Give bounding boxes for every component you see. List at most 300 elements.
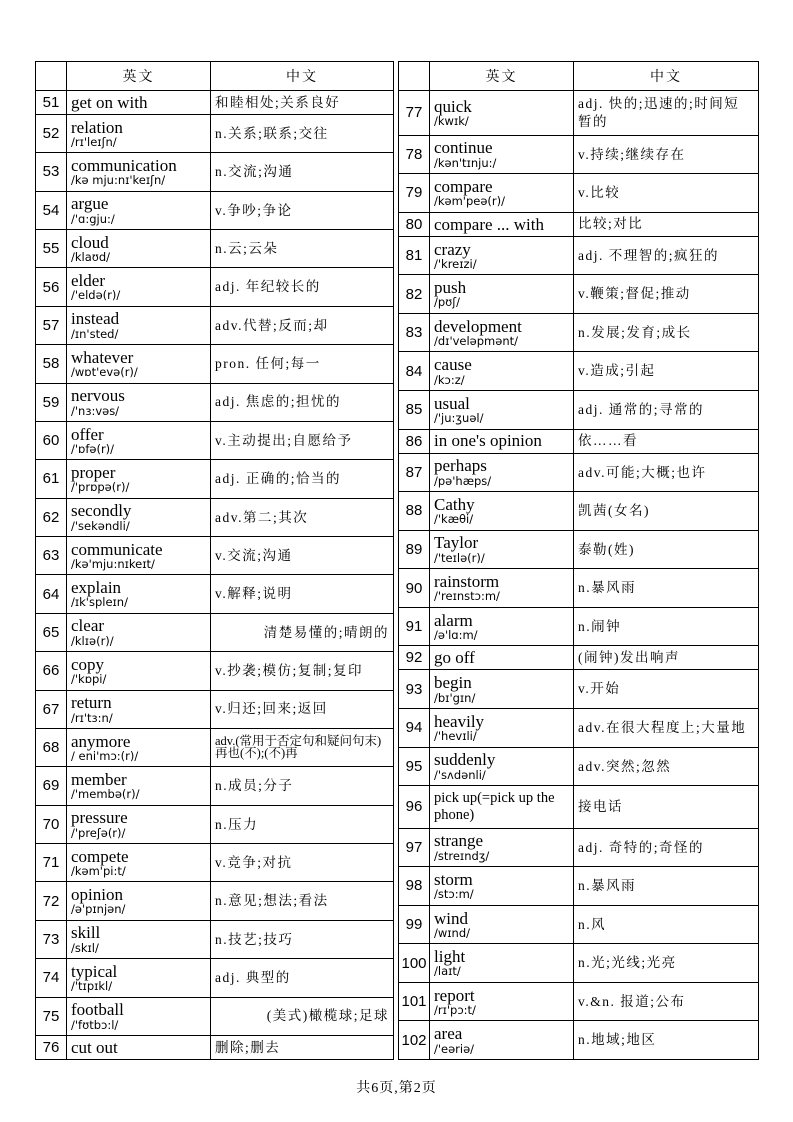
english-word: football bbox=[71, 1000, 124, 1020]
vocab-row bbox=[399, 708, 759, 747]
english-word: pressure bbox=[71, 808, 128, 828]
english-cell bbox=[430, 453, 574, 492]
english-word: go off bbox=[434, 648, 475, 668]
row-number: 98 bbox=[399, 867, 430, 906]
phonetic-transcription: /'ɑ:gju:/ bbox=[71, 211, 115, 226]
english-word: communicate bbox=[71, 539, 163, 559]
chinese-meaning: n.意见;想法;看法 bbox=[211, 882, 394, 920]
english-word: proper bbox=[71, 462, 116, 482]
phonetic-transcription: /kən'tɪnju:/ bbox=[434, 155, 497, 170]
header-row bbox=[36, 62, 394, 91]
phonetic-transcription: /ə'lɑ:m/ bbox=[434, 627, 478, 642]
english-word: report bbox=[434, 985, 475, 1005]
english-cell bbox=[67, 882, 211, 920]
vocab-row bbox=[36, 575, 394, 613]
english-cell bbox=[430, 828, 574, 867]
row-number: 56 bbox=[36, 268, 67, 306]
row-number: 91 bbox=[399, 607, 430, 646]
english-cell bbox=[67, 268, 211, 306]
phonetic-transcription: /kəm'pi:t/ bbox=[71, 864, 126, 879]
vocab-row bbox=[36, 537, 394, 575]
row-number: 92 bbox=[399, 646, 430, 670]
english-cell bbox=[430, 607, 574, 646]
english-cell bbox=[67, 690, 211, 728]
row-number: 86 bbox=[399, 429, 430, 453]
english-word: clear bbox=[71, 616, 105, 636]
english-word: typical bbox=[71, 961, 118, 981]
row-number: 73 bbox=[36, 920, 67, 958]
english-cell bbox=[430, 275, 574, 314]
row-number: 93 bbox=[399, 670, 430, 709]
english-cell bbox=[67, 1035, 211, 1059]
english-cell bbox=[430, 352, 574, 391]
english-word: secondly bbox=[71, 501, 132, 521]
english-cell bbox=[430, 867, 574, 906]
vocab-row bbox=[36, 91, 394, 115]
chinese-meaning: adj. 奇特的;奇怪的 bbox=[574, 828, 759, 867]
phonetic-transcription: /klaʊd/ bbox=[71, 250, 111, 265]
english-word: compete bbox=[71, 846, 129, 866]
english-word: member bbox=[71, 769, 127, 789]
vocab-row bbox=[399, 530, 759, 569]
english-cell bbox=[430, 429, 574, 453]
english-word: continue bbox=[434, 138, 493, 158]
row-number: 102 bbox=[399, 1021, 430, 1060]
phonetic-transcription: /bɪ'gɪn/ bbox=[434, 690, 476, 705]
phonetic-transcription: /rɪ'tɜ:n/ bbox=[71, 710, 113, 725]
vocab-row bbox=[36, 230, 394, 268]
vocab-table-left bbox=[35, 61, 394, 1060]
chinese-meaning: adj. 不理智的;疯狂的 bbox=[574, 236, 759, 275]
phonetic-transcription: /'prɒpə(r)/ bbox=[71, 480, 130, 495]
english-cell bbox=[430, 944, 574, 983]
english-word: light bbox=[434, 947, 466, 967]
english-cell bbox=[67, 306, 211, 344]
chinese-meaning: adj. 正确的;恰当的 bbox=[211, 460, 394, 498]
phonetic-transcription: /'membə(r)/ bbox=[71, 787, 140, 802]
row-number: 71 bbox=[36, 844, 67, 882]
english-word: begin bbox=[434, 673, 472, 693]
row-number: 57 bbox=[36, 306, 67, 344]
vocab-row bbox=[36, 613, 394, 651]
chinese-meaning: n.交流;沟通 bbox=[211, 153, 394, 191]
english-cell bbox=[430, 569, 574, 608]
english-word: compare ... with bbox=[434, 214, 544, 234]
row-number: 81 bbox=[399, 236, 430, 275]
english-cell bbox=[430, 747, 574, 786]
row-number: 60 bbox=[36, 421, 67, 459]
phonetic-transcription: /'kreɪzi/ bbox=[434, 256, 477, 271]
row-number: 74 bbox=[36, 959, 67, 997]
chinese-column-header: 中文 bbox=[574, 62, 759, 91]
row-number: 76 bbox=[36, 1035, 67, 1059]
chinese-meaning: 泰勒(姓) bbox=[574, 530, 759, 569]
row-number: 64 bbox=[36, 575, 67, 613]
vocab-row bbox=[399, 905, 759, 944]
vocab-row bbox=[36, 306, 394, 344]
chinese-meaning: (美式)橄榄球;足球 bbox=[211, 997, 394, 1035]
row-number: 59 bbox=[36, 383, 67, 421]
row-number: 75 bbox=[36, 997, 67, 1035]
english-word: perhaps bbox=[434, 456, 487, 476]
chinese-meaning: n.光;光线;光亮 bbox=[574, 944, 759, 983]
english-column-header: 英文 bbox=[67, 62, 211, 91]
english-cell bbox=[67, 652, 211, 690]
row-number: 78 bbox=[399, 135, 430, 174]
chinese-meaning: n.暴风雨 bbox=[574, 569, 759, 608]
page-number-footer: 共6页,第2页 bbox=[356, 1081, 437, 1096]
vocab-row bbox=[36, 114, 394, 152]
row-number: 94 bbox=[399, 708, 430, 747]
chinese-meaning: 凯茜(女名) bbox=[574, 492, 759, 531]
english-word: anymore bbox=[71, 731, 131, 751]
phonetic-transcription: /pʊʃ/ bbox=[434, 295, 461, 310]
english-word: argue bbox=[71, 194, 109, 214]
vocab-row bbox=[399, 569, 759, 608]
vocab-row bbox=[399, 828, 759, 867]
phonetic-transcription: /stɔ:m/ bbox=[434, 887, 474, 902]
chinese-meaning: v.归还;回来;返回 bbox=[211, 690, 394, 728]
english-cell bbox=[67, 498, 211, 536]
row-number: 53 bbox=[36, 153, 67, 191]
row-number: 100 bbox=[399, 944, 430, 983]
vocab-row bbox=[36, 690, 394, 728]
vocab-row bbox=[36, 345, 394, 383]
vocab-row bbox=[36, 421, 394, 459]
english-word: cloud bbox=[71, 232, 109, 252]
chinese-meaning: 删除;删去 bbox=[211, 1035, 394, 1059]
vocab-tables bbox=[35, 61, 759, 1060]
chinese-meaning: n.云;云朵 bbox=[211, 230, 394, 268]
english-word: wind bbox=[434, 908, 468, 928]
english-cell bbox=[67, 460, 211, 498]
row-number: 70 bbox=[36, 805, 67, 843]
vocab-row bbox=[36, 460, 394, 498]
vocab-row bbox=[399, 453, 759, 492]
english-word: cause bbox=[434, 355, 472, 375]
vocab-row bbox=[36, 268, 394, 306]
chinese-meaning: pron. 任何;每一 bbox=[211, 345, 394, 383]
phonetic-transcription: /'preʃə(r)/ bbox=[71, 825, 126, 840]
phonetic-transcription: /skɪl/ bbox=[71, 940, 99, 955]
phonetic-transcription: /'eəriə/ bbox=[434, 1041, 475, 1056]
english-column-header: 英文 bbox=[430, 62, 574, 91]
english-cell bbox=[430, 390, 574, 429]
row-number: 58 bbox=[36, 345, 67, 383]
english-cell bbox=[430, 646, 574, 670]
english-cell bbox=[67, 421, 211, 459]
english-cell bbox=[430, 786, 574, 829]
chinese-meaning: n.暴风雨 bbox=[574, 867, 759, 906]
header-row bbox=[399, 62, 759, 91]
chinese-meaning: v.争吵;争论 bbox=[211, 191, 394, 229]
phonetic-transcription: /kɔ:z/ bbox=[434, 372, 465, 387]
english-cell bbox=[67, 191, 211, 229]
phonetic-transcription: /'kɒpi/ bbox=[71, 672, 107, 687]
english-cell bbox=[67, 997, 211, 1035]
english-word: copy bbox=[71, 654, 105, 674]
english-word: get on with bbox=[71, 92, 148, 112]
row-number: 51 bbox=[36, 91, 67, 115]
row-number: 67 bbox=[36, 690, 67, 728]
row-number: 77 bbox=[399, 91, 430, 136]
chinese-meaning: 接电话 bbox=[574, 786, 759, 829]
english-word: explain bbox=[71, 578, 122, 598]
english-word: return bbox=[71, 693, 112, 713]
phonetic-transcription: /kwɪk/ bbox=[434, 114, 469, 129]
chinese-meaning: 清楚易懂的;晴朗的 bbox=[211, 613, 394, 651]
vocab-row bbox=[36, 498, 394, 536]
row-number: 80 bbox=[399, 212, 430, 236]
english-word: elder bbox=[71, 271, 105, 291]
english-cell bbox=[430, 530, 574, 569]
vocab-row bbox=[399, 747, 759, 786]
vocab-row bbox=[36, 767, 394, 805]
english-word: communication bbox=[71, 155, 177, 175]
vocab-row bbox=[36, 652, 394, 690]
chinese-meaning: v.比较 bbox=[574, 174, 759, 213]
chinese-meaning: n.发展;发育;成长 bbox=[574, 313, 759, 352]
row-number: 65 bbox=[36, 613, 67, 651]
chinese-meaning: v.造成;引起 bbox=[574, 352, 759, 391]
vocab-row bbox=[399, 429, 759, 453]
row-number: 101 bbox=[399, 982, 430, 1021]
chinese-meaning: (闹钟)发出响声 bbox=[574, 646, 759, 670]
english-cell bbox=[430, 313, 574, 352]
english-word: quick bbox=[434, 96, 472, 116]
row-number: 84 bbox=[399, 352, 430, 391]
phonetic-transcription: /'fʊtbɔ:l/ bbox=[71, 1017, 119, 1032]
english-word: heavily bbox=[434, 711, 485, 731]
phonetic-transcription: /rɪ'leɪʃn/ bbox=[71, 134, 117, 149]
english-cell bbox=[430, 174, 574, 213]
phonetic-transcription: /'teɪlə(r)/ bbox=[434, 550, 485, 565]
vocab-row bbox=[399, 135, 759, 174]
chinese-meaning: adv.(常用于否定句和疑问句末)再也(不);(不)再 bbox=[211, 728, 394, 766]
vocab-row bbox=[399, 1021, 759, 1060]
english-cell bbox=[67, 844, 211, 882]
row-number: 89 bbox=[399, 530, 430, 569]
english-word: pick up(=pick up the phone) bbox=[434, 790, 555, 823]
phonetic-transcription: /'ɒfə(r)/ bbox=[71, 441, 115, 456]
row-number: 63 bbox=[36, 537, 67, 575]
chinese-meaning: adj. 典型的 bbox=[211, 959, 394, 997]
english-word: rainstorm bbox=[434, 572, 500, 592]
phonetic-transcription: /'sekəndli/ bbox=[71, 518, 130, 533]
english-word: nervous bbox=[71, 386, 125, 406]
row-number: 52 bbox=[36, 114, 67, 152]
english-word: instead bbox=[71, 309, 120, 329]
row-number: 61 bbox=[36, 460, 67, 498]
vocab-row bbox=[36, 1035, 394, 1059]
english-cell bbox=[430, 212, 574, 236]
english-cell bbox=[67, 959, 211, 997]
chinese-meaning: 依……看 bbox=[574, 429, 759, 453]
english-word: suddenly bbox=[434, 750, 496, 770]
vocab-row bbox=[399, 492, 759, 531]
phonetic-transcription: /'eldə(r)/ bbox=[71, 288, 121, 303]
vocab-row bbox=[36, 728, 394, 766]
vocab-row bbox=[399, 352, 759, 391]
english-cell bbox=[430, 1021, 574, 1060]
english-word: cut out bbox=[71, 1037, 118, 1057]
english-cell bbox=[67, 728, 211, 766]
phonetic-transcription: /kə'mju:nɪkeɪt/ bbox=[71, 557, 155, 572]
vocab-row bbox=[36, 191, 394, 229]
row-number: 85 bbox=[399, 390, 430, 429]
row-number: 68 bbox=[36, 728, 67, 766]
row-number: 62 bbox=[36, 498, 67, 536]
phonetic-transcription: /wɒt'evə(r)/ bbox=[71, 365, 138, 380]
english-cell bbox=[67, 345, 211, 383]
chinese-meaning: n.闹钟 bbox=[574, 607, 759, 646]
chinese-column-header: 中文 bbox=[211, 62, 394, 91]
row-number: 88 bbox=[399, 492, 430, 531]
english-cell bbox=[67, 805, 211, 843]
vocab-row bbox=[399, 607, 759, 646]
phonetic-transcription: /'nɜ:vəs/ bbox=[71, 403, 120, 418]
chinese-meaning: n.成员;分子 bbox=[211, 767, 394, 805]
chinese-meaning: adj. 焦虑的;担忧的 bbox=[211, 383, 394, 421]
chinese-meaning: adj. 年纪较长的 bbox=[211, 268, 394, 306]
phonetic-transcription: / eni'mɔ:(r)/ bbox=[71, 748, 139, 763]
vocab-row bbox=[399, 390, 759, 429]
chinese-meaning: adv.代替;反而;却 bbox=[211, 306, 394, 344]
vocab-row bbox=[399, 313, 759, 352]
english-cell bbox=[430, 135, 574, 174]
phonetic-transcription: /'sʌdənli/ bbox=[434, 767, 486, 782]
phonetic-transcription: /'tɪpɪkl/ bbox=[71, 979, 113, 994]
phonetic-transcription: /klɪə(r)/ bbox=[71, 633, 114, 648]
chinese-meaning: v.鞭策;督促;推动 bbox=[574, 275, 759, 314]
vocab-row bbox=[36, 997, 394, 1035]
english-cell bbox=[430, 982, 574, 1021]
english-cell bbox=[430, 670, 574, 709]
phonetic-transcription: /wɪnd/ bbox=[434, 925, 471, 940]
english-word: development bbox=[434, 316, 522, 336]
row-number: 99 bbox=[399, 905, 430, 944]
chinese-meaning: n.风 bbox=[574, 905, 759, 944]
vocab-row bbox=[399, 212, 759, 236]
english-cell bbox=[430, 708, 574, 747]
chinese-meaning: n.地域;地区 bbox=[574, 1021, 759, 1060]
english-word: Cathy bbox=[434, 494, 475, 514]
english-cell bbox=[430, 492, 574, 531]
english-cell bbox=[67, 537, 211, 575]
phonetic-transcription: /kəm'peə(r)/ bbox=[434, 194, 505, 209]
chinese-meaning: adj. 快的;迅速的;时间短暂的 bbox=[574, 91, 759, 136]
vocab-row bbox=[399, 786, 759, 829]
english-cell bbox=[430, 905, 574, 944]
row-number: 69 bbox=[36, 767, 67, 805]
number-column-header bbox=[399, 62, 430, 91]
english-word: Taylor bbox=[434, 533, 479, 553]
phonetic-transcription: /dɪ'veləpmənt/ bbox=[434, 333, 519, 348]
phonetic-transcription: /ɪn'sted/ bbox=[71, 326, 119, 341]
phonetic-transcription: /'hevɪli/ bbox=[434, 729, 477, 744]
english-word: in one's opinion bbox=[434, 431, 542, 451]
row-number: 90 bbox=[399, 569, 430, 608]
vocab-row bbox=[36, 844, 394, 882]
vocab-row bbox=[399, 91, 759, 136]
english-cell bbox=[67, 920, 211, 958]
number-column-header bbox=[36, 62, 67, 91]
phonetic-transcription: /kə mju:nɪ'keɪʃn/ bbox=[71, 173, 166, 188]
chinese-meaning: v.抄袭;模仿;复制;复印 bbox=[211, 652, 394, 690]
english-word: usual bbox=[434, 393, 470, 413]
vocab-row bbox=[36, 805, 394, 843]
english-word: whatever bbox=[71, 347, 134, 367]
english-cell bbox=[430, 91, 574, 136]
vocab-row bbox=[36, 920, 394, 958]
row-number: 72 bbox=[36, 882, 67, 920]
row-number: 79 bbox=[399, 174, 430, 213]
chinese-meaning: v.开始 bbox=[574, 670, 759, 709]
vocab-row bbox=[36, 153, 394, 191]
row-number: 55 bbox=[36, 230, 67, 268]
phonetic-transcription: /rɪ'pɔ:t/ bbox=[434, 1002, 476, 1017]
phonetic-transcription: /'kæθi/ bbox=[434, 512, 474, 527]
chinese-meaning: adv.在很大程度上;大量地 bbox=[574, 708, 759, 747]
chinese-meaning: v.解释;说明 bbox=[211, 575, 394, 613]
english-cell bbox=[67, 153, 211, 191]
chinese-meaning: n.压力 bbox=[211, 805, 394, 843]
row-number: 82 bbox=[399, 275, 430, 314]
vocab-row bbox=[399, 670, 759, 709]
vocab-row bbox=[36, 383, 394, 421]
phonetic-transcription: /streɪndʒ/ bbox=[434, 848, 490, 863]
vocab-row bbox=[399, 646, 759, 670]
row-number: 97 bbox=[399, 828, 430, 867]
phonetic-transcription: /'ju:ʒuəl/ bbox=[434, 411, 484, 426]
chinese-meaning: n.关系;联系;交往 bbox=[211, 114, 394, 152]
vocab-row bbox=[399, 275, 759, 314]
vocab-row bbox=[399, 867, 759, 906]
vocab-table-right bbox=[398, 61, 759, 1060]
phonetic-transcription: /ə'pɪnjən/ bbox=[71, 902, 126, 917]
row-number: 83 bbox=[399, 313, 430, 352]
english-word: area bbox=[434, 1024, 463, 1044]
vocab-row bbox=[399, 982, 759, 1021]
phonetic-transcription: /laɪt/ bbox=[434, 964, 461, 979]
english-word: skill bbox=[71, 923, 101, 943]
chinese-meaning: v.交流;沟通 bbox=[211, 537, 394, 575]
english-cell bbox=[67, 767, 211, 805]
english-word: strange bbox=[434, 831, 484, 851]
english-cell bbox=[67, 91, 211, 115]
english-word: push bbox=[434, 278, 467, 298]
phonetic-transcription: /pə'hæps/ bbox=[434, 473, 492, 488]
chinese-meaning: adj. 通常的;寻常的 bbox=[574, 390, 759, 429]
english-cell bbox=[67, 383, 211, 421]
english-cell bbox=[67, 114, 211, 152]
phonetic-transcription: /ɪk'spleɪn/ bbox=[71, 595, 128, 610]
vocab-row bbox=[36, 882, 394, 920]
english-word: compare bbox=[434, 176, 493, 196]
english-word: relation bbox=[71, 117, 123, 137]
english-cell bbox=[67, 575, 211, 613]
row-number: 95 bbox=[399, 747, 430, 786]
vocab-row bbox=[399, 236, 759, 275]
english-word: offer bbox=[71, 424, 104, 444]
english-word: alarm bbox=[434, 610, 473, 630]
english-word: storm bbox=[434, 869, 473, 889]
row-number: 96 bbox=[399, 786, 430, 829]
chinese-meaning: 和睦相处;关系良好 bbox=[211, 91, 394, 115]
english-word: opinion bbox=[71, 885, 123, 905]
chinese-meaning: v.&n. 报道;公布 bbox=[574, 982, 759, 1021]
chinese-meaning: adv.第二;其次 bbox=[211, 498, 394, 536]
